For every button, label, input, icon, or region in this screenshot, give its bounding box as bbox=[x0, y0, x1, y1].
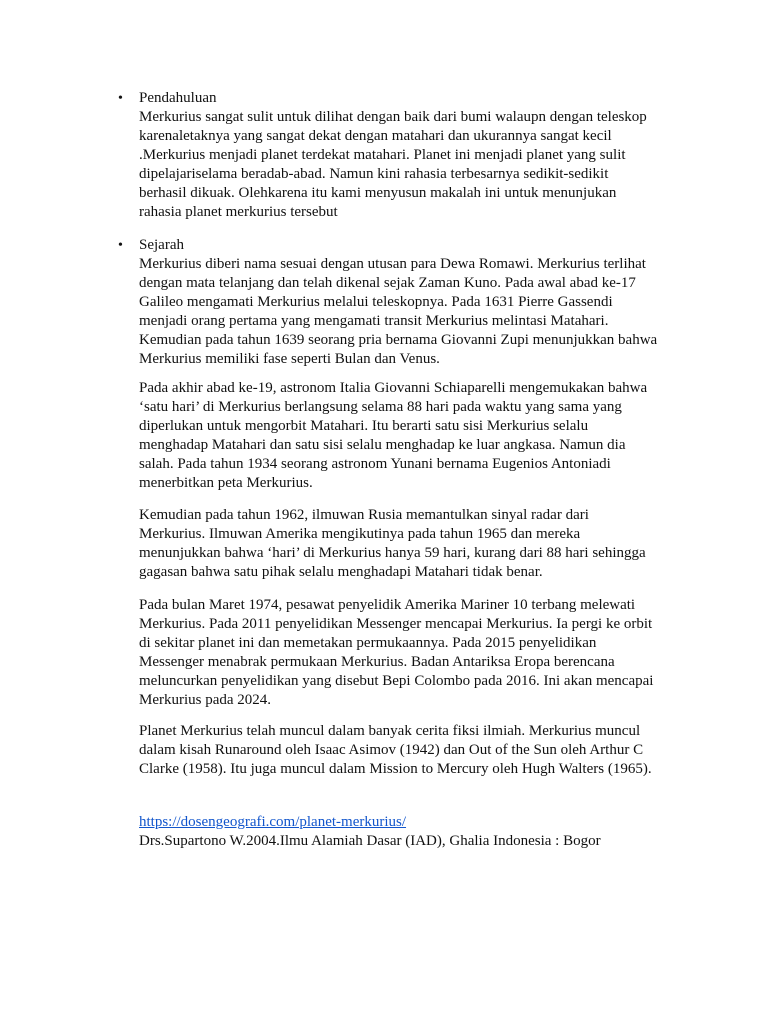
bullet-icon: • bbox=[118, 91, 123, 106]
text-line: salah. Pada tahun 1934 seorang astronom Yunani bernama Eugenios Antoniadi bbox=[139, 456, 611, 472]
text-line: berhasil dikuak. Olehkarena itu kami menyusun makalah ini untuk menunjukan bbox=[139, 185, 617, 201]
reference-link[interactable]: https://dosengeografi.com/planet-merkurius/ bbox=[139, 814, 407, 830]
text-line: menunjukkan bahwa ‘hari’ di Merkurius hanya 59 hari, kurang dari 88 hari sehingga bbox=[139, 545, 646, 561]
text-line: menerbitkan peta Merkurius. bbox=[139, 475, 313, 491]
section-body bbox=[139, 236, 679, 369]
text-line: Merkurius. Ilmuwan Amerika mengikutinya pada tahun 1965 dan mereka bbox=[139, 526, 581, 542]
paragraph-fiction bbox=[139, 722, 679, 779]
text-line: dipelajariselama beradab-abad. Namun kini rahasia terbesarnya sedikit-sedikit bbox=[139, 166, 609, 182]
text-line: ‘satu hari’ di Merkurius berlangsung selama 88 hari pada waktu yang sama yang bbox=[139, 399, 622, 415]
text-line: rahasia planet merkurius tersebut bbox=[139, 204, 338, 220]
references bbox=[139, 813, 679, 851]
text-line: karenaletaknya yang sangat dekat dengan matahari dan ukurannya sangat kecil bbox=[139, 128, 612, 144]
bullet-icon: • bbox=[118, 238, 123, 253]
reference-citation: Drs.Supartono W.2004.Ilmu Alamiah Dasar (IAD), Ghalia Indonesia : Bogor bbox=[139, 833, 601, 849]
text-line: Merkurius. Pada 2011 penyelidikan Messenger mencapai Merkurius. Ia pergi ke orbit bbox=[139, 616, 653, 632]
section-heading: Sejarah bbox=[139, 237, 184, 253]
text-line: Merkurius sangat sulit untuk dilihat dengan baik dari bumi walaupn dengan teleskop bbox=[139, 109, 647, 125]
text-line: Clarke (1958). Itu juga muncul dalam Mission to Mercury oleh Hugh Walters (1965). bbox=[139, 761, 652, 777]
text-line: meluncurkan penyelidikan yang disebut Bepi Colombo pada 2016. Ini akan mencapai bbox=[139, 673, 654, 689]
text-line: Kemudian pada tahun 1639 seorang pria bernama Giovanni Zupi menunjukkan bahwa bbox=[139, 332, 658, 348]
text-line: Galileo mengamati Merkurius melalui teleskopnya. Pada 1631 Pierre Gassendi bbox=[139, 294, 613, 310]
section-body bbox=[139, 89, 679, 222]
text-line: Merkurius diberi nama sesuai dengan utusan para Dewa Romawi. Merkurius terlihat bbox=[139, 256, 646, 272]
section-heading: Pendahuluan bbox=[139, 90, 217, 106]
text-line: gagasan bahwa satu pihak selalu menghadapi Matahari tidak benar. bbox=[139, 564, 543, 580]
text-line: Merkurius memiliki fase seperti Bulan dan Venus. bbox=[139, 351, 440, 367]
paragraph-schiaparelli bbox=[139, 379, 679, 493]
text-line: di sekitar planet ini dan memetakan permukaannya. Pada 2015 penyelidikan bbox=[139, 635, 597, 651]
text-line: Merkurius pada 2024. bbox=[139, 692, 272, 708]
text-line: Planet Merkurius telah muncul dalam banyak cerita fiksi ilmiah. Merkurius muncul bbox=[139, 723, 641, 739]
text-line: dalam kisah Runaround oleh Isaac Asimov (1942) dan Out of the Sun oleh Arthur C bbox=[139, 742, 644, 758]
text-line: Pada bulan Maret 1974, pesawat penyelidik Amerika Mariner 10 terbang melewati bbox=[139, 597, 636, 613]
text-line: dengan mata telanjang dan telah dikenal sejak Zaman Kuno. Pada awal abad ke-17 bbox=[139, 275, 636, 291]
paragraph-radar-1962 bbox=[139, 506, 679, 582]
paragraph-missions bbox=[139, 596, 679, 710]
text-line: Kemudian pada tahun 1962, ilmuwan Rusia memantulkan sinyal radar dari bbox=[139, 507, 589, 523]
text-line: Messenger menabrak permukaan Merkurius. Badan Antariksa Eropa berencana bbox=[139, 654, 615, 670]
text-line: menghadap Matahari dan satu sisi selalu menghadap ke luar angkasa. Namun dia bbox=[139, 437, 626, 453]
text-line: menjadi orang pertama yang mengamati transit Merkurius melintasi Matahari. bbox=[139, 313, 609, 329]
text-line: .Merkurius menjadi planet terdekat matahari. Planet ini menjadi planet yang sulit bbox=[139, 147, 626, 163]
text-line: diperlukan untuk mengorbit Matahari. Itu berarti satu sisi Merkurius selalu bbox=[139, 418, 589, 434]
text-line: Pada akhir abad ke-19, astronom Italia Giovanni Schiaparelli mengemukakan bahwa bbox=[139, 380, 648, 396]
